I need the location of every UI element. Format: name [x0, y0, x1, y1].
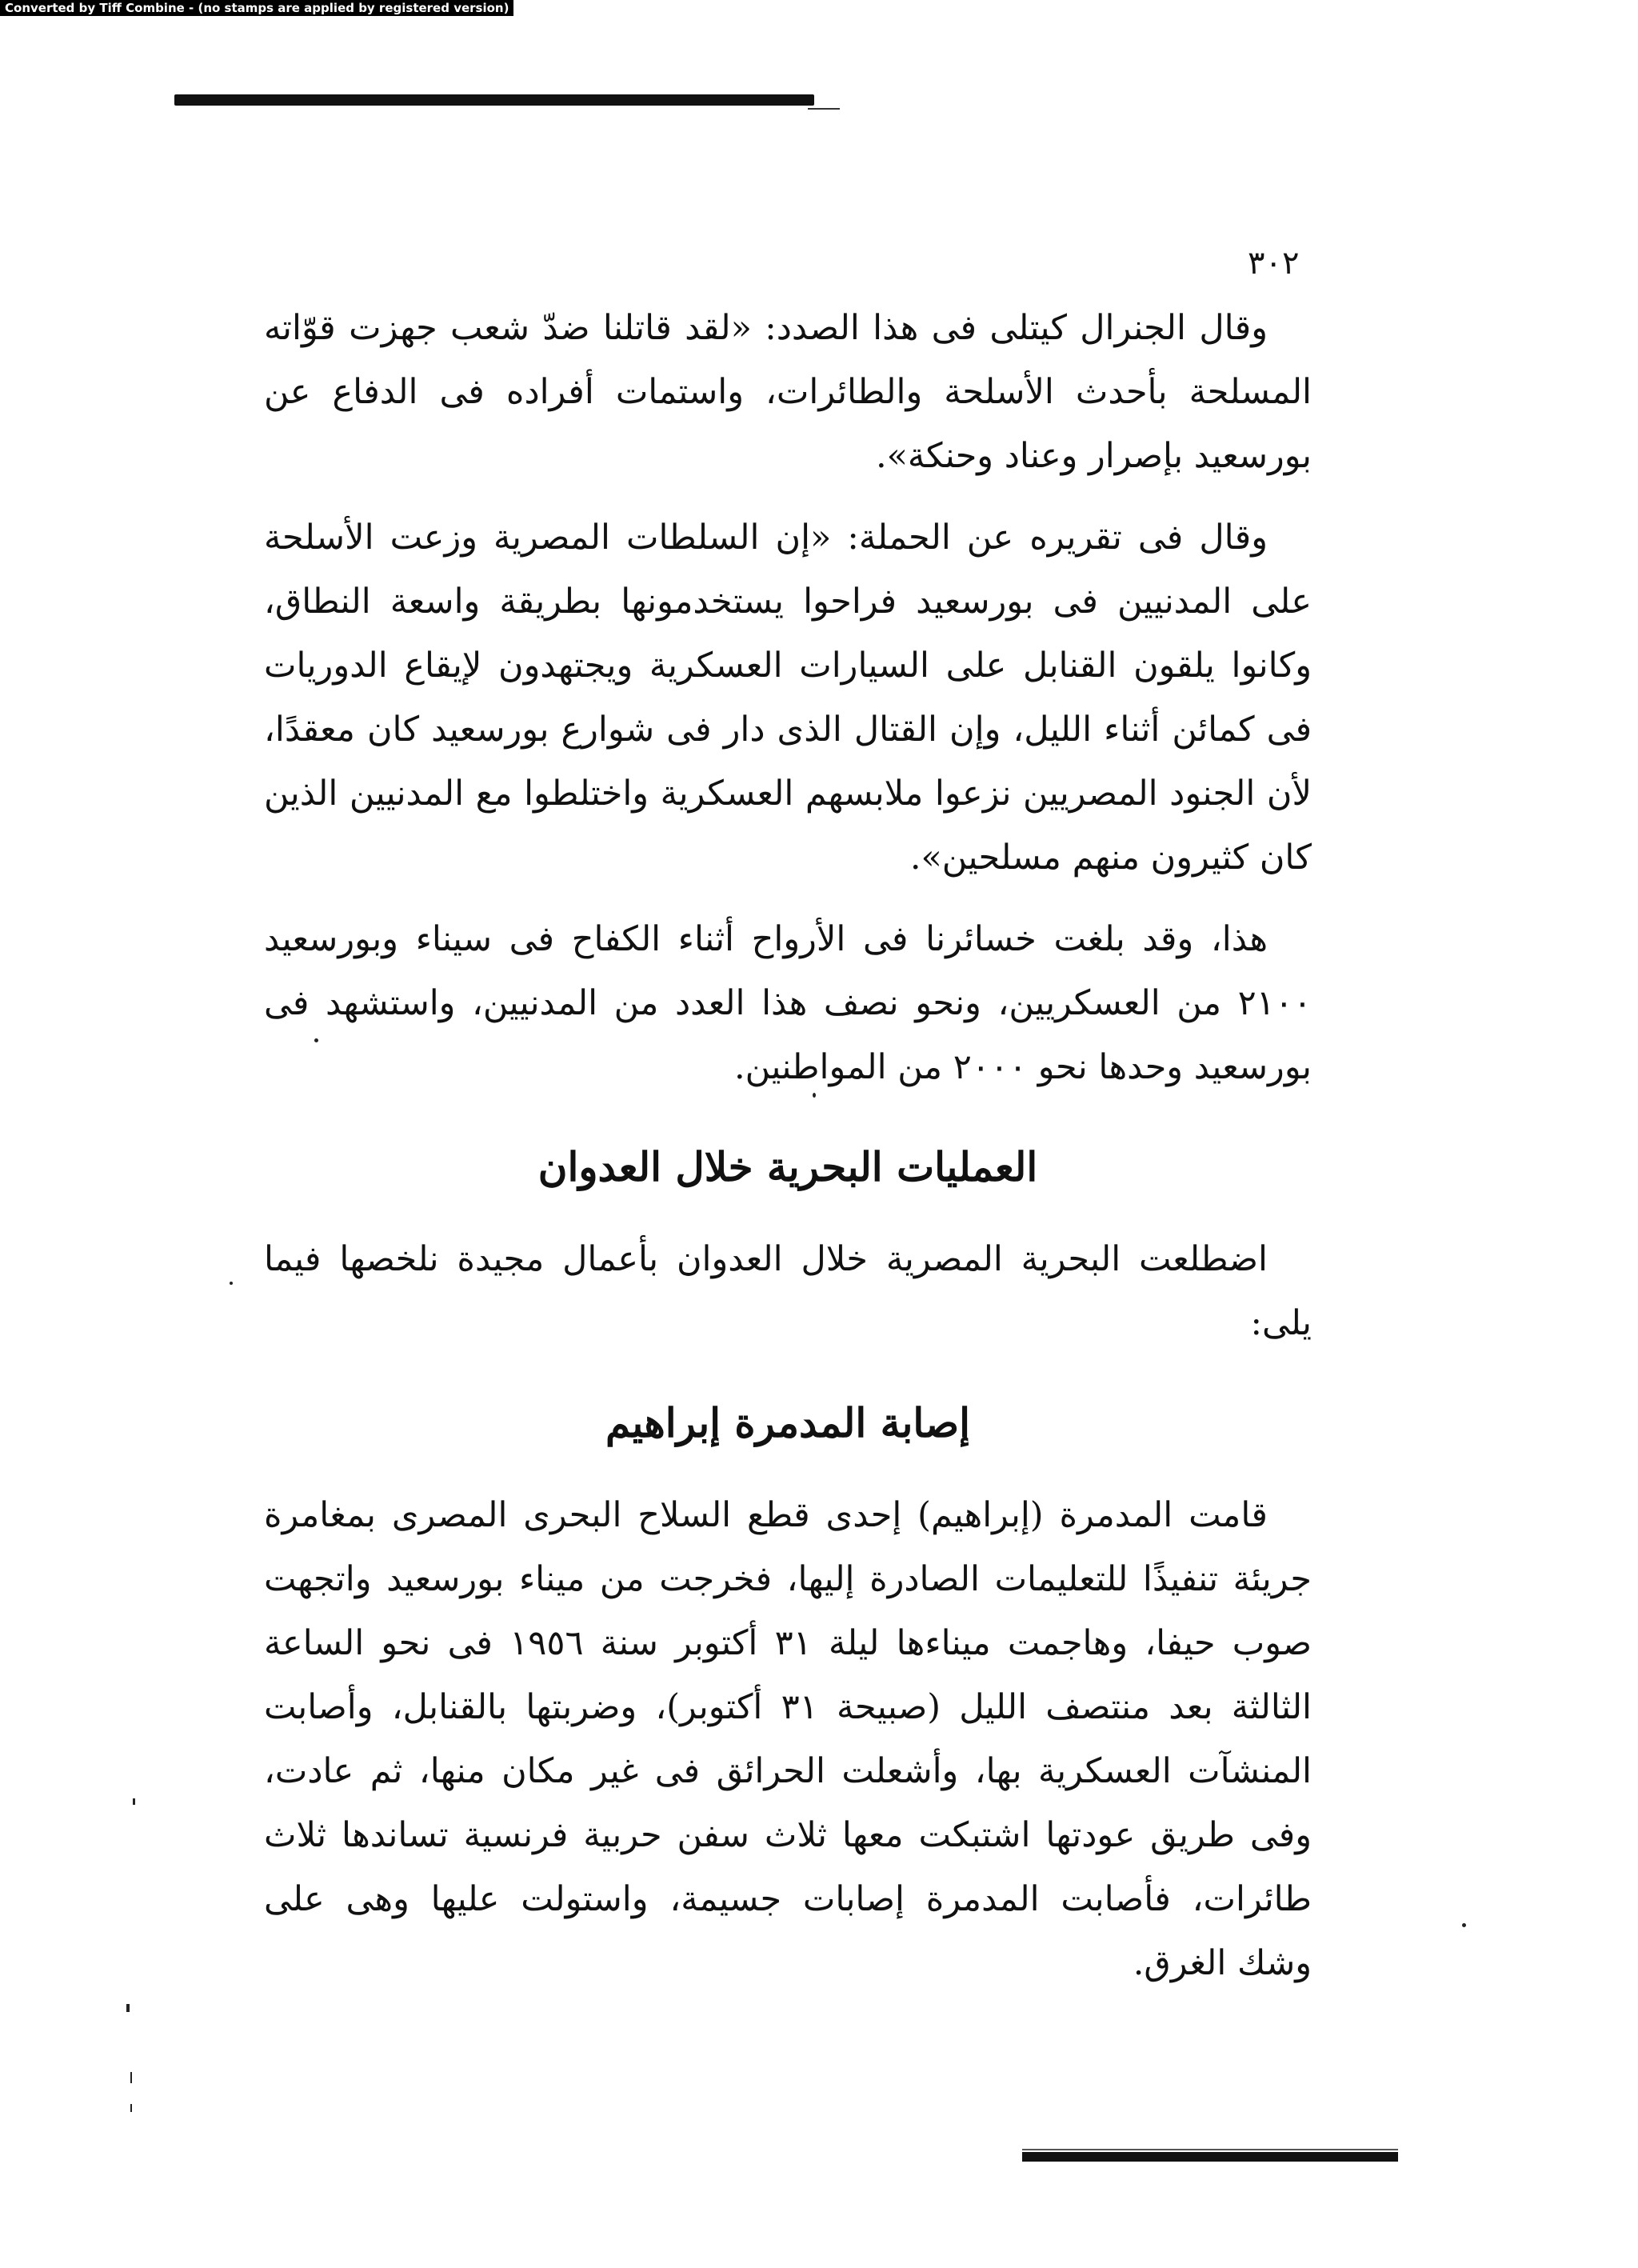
bottom-rule — [1022, 2152, 1398, 2162]
page-number: ٣٠٢ — [1248, 245, 1300, 282]
scan-speck — [126, 2004, 130, 2012]
converter-banner: Converted by Tiff Combine - (no stamps are applied by registered version) — [0, 0, 513, 16]
bottom-rule-thin — [1022, 2149, 1398, 2150]
section-heading-destroyer-ibrahim: إصابة المدمرة إبراهيم — [605, 1399, 970, 1446]
paragraph-losses: هذا، وقد بلغت خسائرنا فى الأرواح أثناء الكفاح فى سيناء وبورسعيد ٢١٠٠ من العسكريين، ونحو نصف هذا العدد من المدنيين، واستشهد فى بورسعيد وحدها نحو ٢٠٠٠ من المواطنين. — [264, 919, 1312, 1087]
scan-speck — [130, 2072, 132, 2083]
scan-speck — [230, 1282, 233, 1285]
paragraph-keightley-quote: وقال الجنرال كيتلى فى هذا الصدد: «لقد قاتلنا ضدّ شعب جهزت قوّاته المسلحة بأحدث الأسلحة والطائرات، واستمات أفراده فى الدفاع عن بورسعيد بإصرار وعناد وحنكة». — [264, 308, 1312, 476]
top-rule — [174, 94, 814, 106]
scan-speck — [133, 1798, 135, 1805]
scan-speck — [813, 1093, 816, 1098]
paragraph-destroyer-ibrahim: قامت المدمرة (إبراهيم) إحدى قطع السلاح البحرى المصرى بمغامرة جريئة تنفيذًا للتعليمات الصادرة إليها، فخرجت من ميناء بورسعيد واتجهت صوب حيفا، وهاجمت ميناءها ليلة ٣١ أكتوبر سنة ١٩٥٦ فى نحو الساعة الثالثة بعد منتصف الليل (صبيحة ٣١ أكتوبر)، وضربتها بالقنابل، وأصابت المنشآت العسكرية بها، وأشعلت الحرائق فى غير مكان منها، ثم عادت، وفى طريق عودتها اشتبكت معها ثلاث سفن حربية فرنسية تساندها ثلاث طائرات، فأصابت المدمرة إصابات جسيمة، واستولت عليها وهى على وشك الغرق. — [264, 1495, 1312, 1983]
paragraph-report-quote: وقال فى تقريره عن الحملة: «إن السلطات المصرية وزعت الأسلحة على المدنيين فى بورسعيد فراحوا يستخدمونها بطريقة واسعة النطاق، وكانوا يلقون القنابل على السيارات العسكرية ويجتهدون لإيقاع الدوريات فى كمائن أثناء الليل، وإن القتال الذى دار فى شوارع بورسعيد كان معقدًا، لأن الجنود المصريين نزعوا ملابسهم العسكرية واختلطوا مع المدنيين الذين كان كثيرون منهم مسلحين». — [264, 518, 1312, 878]
paragraph-naval-intro: اضطلعت البحرية المصرية خلال العدوان بأعمال مجيدة نلخصها فيما يلى: — [264, 1239, 1312, 1343]
scan-speck — [1462, 1923, 1466, 1927]
scan-speck — [314, 1038, 318, 1042]
section-heading-naval-operations: العمليات البحرية خلال العدوان — [537, 1143, 1038, 1190]
page-body — [264, 296, 1312, 2013]
top-rule-tail — [808, 108, 840, 110]
scan-speck — [130, 2104, 132, 2112]
